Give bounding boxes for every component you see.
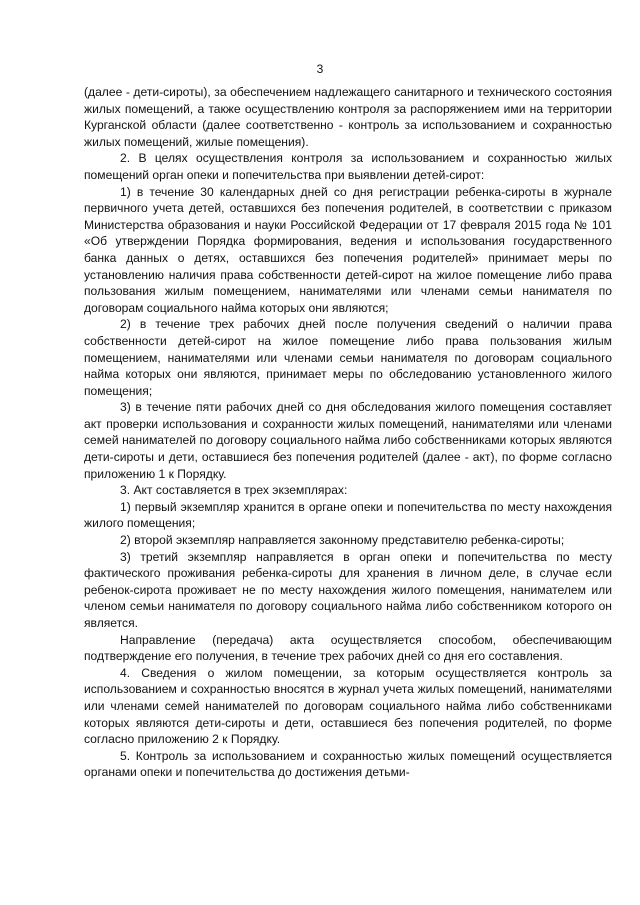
paragraph-section-2-item-1: 1) в течение 30 календарных дней со дня регистрации ребенка-сироты в журнале первичного учета детей, оставшихся без попечения родителей, в соответствии с приказом Министерства образования и науки Российской Федерации от 17 февраля 2015 года № 101 «Об утверждении Порядка формирования, ведения и использования государственного банка данных о детях, оставшихся без попечения родителей» принимает меры по установлению наличия права собственности детей-сирот на жилое помещение либо права пользования жилым помещением, нанимателями или членами семьи нанимателя по договорам социального найма которых они являются; [84,184,612,315]
paragraph-section-4: 4. Сведения о жилом помещении, за которым осуществляется контроль за использованием и сохранностью вносятся в журнал учета жилых помещений, нанимателями или членами семей нанимателей по договорам социального найма либо собственниками которых являются дети-сироты и дети, оставшиеся без попечения родителей, по форме согласно приложению 2 к Порядку. [84,665,612,747]
paragraph-section-3: 3. Акт составляется в трех экземплярах: [120,483,348,498]
paragraph-section-3-item-3: 3) третий экземпляр направляется в орган опеки и попечительства по месту фактического проживания ребенка-сироты для хранения в личном деле, в случае если ребенок-сирота проживает не по месту нахождения жилого помещения, нанимателем или членом семьи нанимателя по договору социального найма либо собственником которого он является. [84,549,612,630]
paragraph-section-3-item-2: 2) второй экземпляр направляется законному представителю ребенка-сироты; [120,533,565,548]
document-body [84,58,612,781]
paragraph-section-2-item-3: 3) в течение пяти рабочих дней со дня обследования жилого помещения составляет акт проверки использования и сохранности жилых помещений, нанимателями или членами семей нанимателей по договору социального найма либо собственниками которых являются дети-сироты и дети, оставшиеся без попечения родителей (далее - акт), по форме согласно приложению 1 к Порядку. [84,400,612,481]
paragraph-act-delivery: Направление (передача) акта осуществляется способом, обеспечивающим подтверждение его получения, в течение трех рабочих дней со дня его составления. [84,632,612,664]
paragraph-section-5: 5. Контроль за использованием и сохранностью жилых помещений осуществляется органами опеки и попечительства до достижения детьми- [84,748,612,780]
paragraph-section-3-item-1: 1) первый экземпляр хранится в органе опеки и попечительства по месту нахождения жилого помещения; [84,499,612,531]
paragraph-section-2: 2. В целях осуществления контроля за использованием и сохранностью жилых помещений орган опеки и попечительства при выявлении детей-сирот: [84,151,612,182]
page-number: 3 [316,62,324,76]
paragraph-intro-continuation: (далее - дети-сироты), за обеспечением надлежащего санитарного и технического состояния жилых помещений, а также осуществлению контроля за распоряжением ими на территории Курганской области (далее соответственно - контроль за использованием и сохранностью жилых помещений, жилые помещения). [84,85,612,149]
paragraph-section-2-item-2: 2) в течение трех рабочих дней после получения сведений о наличии права собственности детей-сирот на жилое помещение либо права пользования жилым помещением, нанимателями или членами семьи нанимателя по договорам социального найма которых они являются, принимает меры по обследованию установленного жилого помещения; [84,317,612,398]
